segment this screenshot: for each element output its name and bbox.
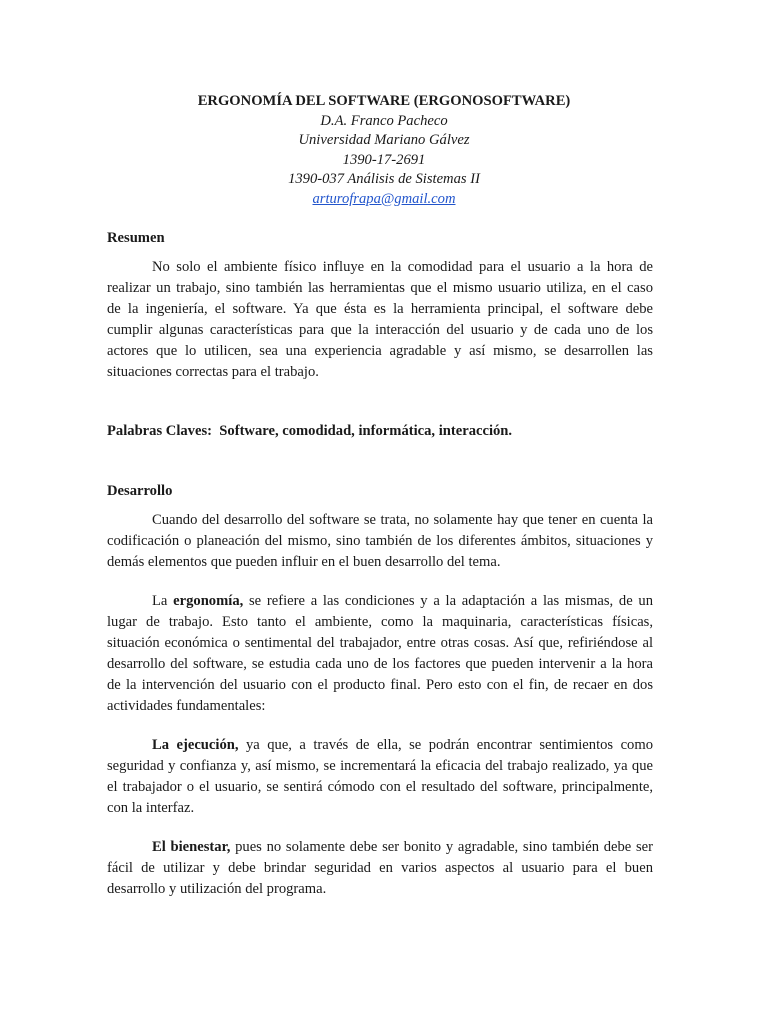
paragraph-line: actividades fundamentales: (107, 698, 266, 714)
resumen-line: No solo el ambiente físico influye en la comodidad para el usuario a la hora de (152, 259, 653, 275)
student-id: 1390-17-2691 (342, 151, 426, 168)
resumen-section (107, 228, 653, 249)
bold-term-bienestar: El bienestar, (152, 839, 231, 855)
paragraph-line: el trabajador o el usuario, se sentirá cómodo con el resultado del software, principalmente, (107, 779, 653, 795)
desarrollo-paragraph-2 (107, 591, 653, 717)
paragraph-line: Cuando del desarrollo del software se trata, no solamente hay que tener en cuenta la (152, 512, 653, 528)
paper-header (0, 92, 768, 209)
paragraph-line (107, 735, 653, 756)
desarrollo-heading: Desarrollo (107, 483, 173, 499)
author-name: D.A. Franco Pacheco (320, 112, 448, 129)
paragraph-line: de la intervención del usuario con el producto final. Pero esto con el fin, de recaer en dos (107, 677, 653, 693)
university-name: Universidad Mariano Gálvez (298, 132, 470, 148)
paragraph-line: fácil de utilizar y debe brindar seguridad en varios aspectos al usuario para el buen (107, 860, 653, 876)
resumen-heading: Resumen (107, 230, 165, 246)
paragraph-line (107, 837, 653, 858)
keywords-section (107, 421, 653, 442)
paragraph-line: desarrollo y utilización del programa. (107, 881, 327, 897)
author-email-link[interactable]: arturofrapa@gmail.com (312, 190, 456, 207)
course-name: 1390-037 Análisis de Sistemas II (288, 171, 480, 187)
resumen-line: de la ingeniería, el software. Ya que ésta es la herramienta principal, el software debe (107, 301, 653, 317)
paragraph-line: seguridad y confianza y, así mismo, se incrementará la eficacia del trabajo realizado, ya que (107, 758, 653, 774)
bold-term-ejecucion: La ejecución, (152, 737, 239, 753)
paper-title: ERGONOMÍA DEL SOFTWARE (ERGONOSOFTWARE) (197, 93, 571, 109)
paragraph-line: situación económica o sentimental del trabajador, entre otras cosas. Así que, refiriéndose al (107, 635, 653, 651)
text-run: se refiere a las condiciones y a la adaptación a las mismas, de un (243, 593, 653, 609)
desarrollo-paragraph-3 (107, 735, 653, 819)
paragraph-line: con la interfaz. (107, 800, 195, 816)
paragraph-line (107, 591, 653, 612)
keywords-label: Palabras Claves: (107, 423, 212, 439)
bold-term-ergonomia: ergonomía, (173, 593, 244, 609)
text-run: ya que, a través de ella, se podrán encontrar sentimientos como (238, 737, 653, 753)
text-run: La (152, 593, 174, 609)
desarrollo-paragraph-4 (107, 837, 653, 900)
resumen-body (107, 257, 653, 383)
resumen-line: actores que lo utilicen, sea una experiencia agradable y así mismo, se desarrollen las (107, 343, 653, 359)
paragraph-line: desarrollo del software, se estudia cada uno de los factores que pueden intervenir a la hora (107, 656, 653, 672)
resumen-line: cumplir algunas características para que la interacción del usuario y de cada uno de los (107, 322, 653, 338)
paragraph-line: lugar de trabajo. Esto tanto el ambiente, como la maquinaria, características físicas, (107, 614, 653, 630)
text-run: pues no solamente debe ser bonito y agradable, sino también debe ser (230, 839, 654, 855)
desarrollo-paragraph-1 (107, 510, 653, 573)
resumen-line: realizar un trabajo, sino también las herramientas que el mismo usuario utiliza, en el caso (107, 280, 653, 296)
paragraph-line: demás elementos que pueden influir en el buen desarrollo del tema. (107, 554, 501, 570)
paragraph-line: codificación o planeación del mismo, sino también de los diferentes ámbitos, situaciones y (107, 533, 653, 549)
resumen-line: situaciones correctas para el trabajo. (107, 364, 319, 380)
desarrollo-section (107, 481, 653, 502)
keywords-values: Software, comodidad, informática, interacción. (219, 423, 513, 439)
